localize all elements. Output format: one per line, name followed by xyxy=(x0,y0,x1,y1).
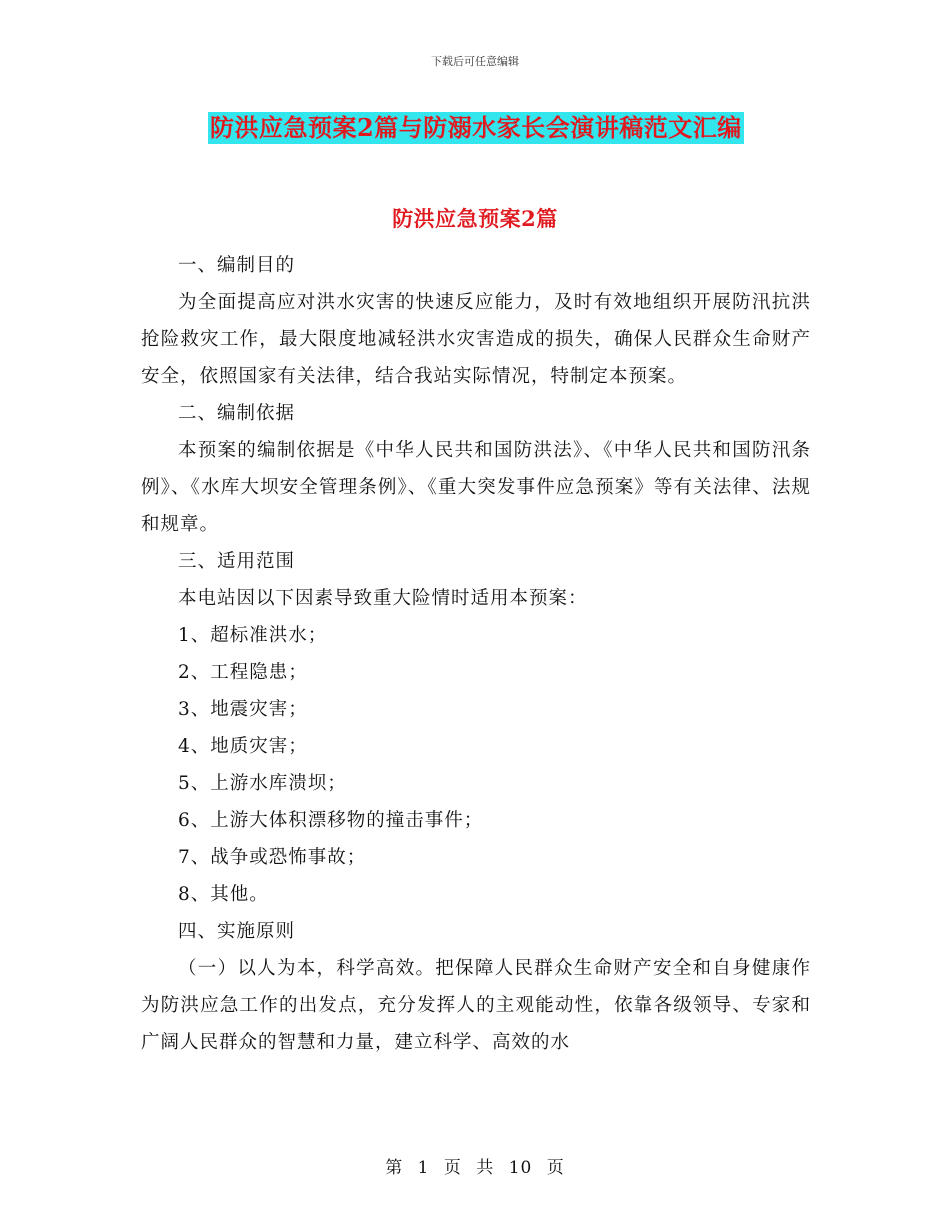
footer-page-number: 1 xyxy=(417,1158,430,1178)
footer-page-unit: 页 xyxy=(443,1158,462,1178)
heading-purpose: 一、编制目的 xyxy=(178,255,296,276)
list-item: 7、战争或恐怖事故； xyxy=(178,847,367,868)
document-body xyxy=(141,247,811,1061)
list-item: 6、上游大体积漂移物的撞击事件； xyxy=(178,810,484,831)
heading-basis: 二、编制依据 xyxy=(178,403,296,424)
list-item: 1、超标准洪水； xyxy=(178,625,328,646)
list-item: 5、上游水库溃坝； xyxy=(178,773,347,794)
header-note: 下载后可任意编辑 xyxy=(431,55,519,68)
paragraph-principle-1: （一）以人为本，科学高效。把保障人民群众生命财产安全和自身健康作为防洪应急工作的出发点，充分发挥人的主观能动性，依靠各级领导、专家和广阔人民群众的智慧和力量，建立科学、高效的水 xyxy=(141,958,811,1053)
list-item: 4、地质灾害； xyxy=(178,736,308,757)
paragraph-basis: 本预案的编制依据是《中华人民共和国防洪法》、《中华人民共和国防汛条例》、《水库大坝安全管理条例》、《重大突发事件应急预案》等有关法律、法规和规章。 xyxy=(141,440,811,535)
list-item: 2、工程隐患； xyxy=(178,662,308,683)
footer-total-pages: 10 xyxy=(508,1158,533,1178)
footer-total-unit: 页 xyxy=(546,1158,565,1178)
section-title: 防洪应急预案2篇 xyxy=(392,206,558,231)
footer-total-word: 共 xyxy=(476,1158,495,1178)
footer-page-word: 第 xyxy=(385,1158,404,1178)
list-item: 3、地震灾害； xyxy=(178,699,308,720)
page-footer xyxy=(0,1153,950,1178)
document-title: 防洪应急预案2篇与防溺水家长会演讲稿范文汇编 xyxy=(210,113,742,142)
heading-scope: 三、适用范围 xyxy=(178,551,296,572)
heading-principles: 四、实施原则 xyxy=(178,921,296,942)
list-item: 8、其他。 xyxy=(178,884,269,905)
paragraph-scope: 本电站因以下因素导致重大险情时适用本预案： xyxy=(178,588,588,609)
paragraph-purpose: 为全面提高应对洪水灾害的快速反应能力，及时有效地组织开展防汛抗洪抢险救灾工作，最大限度地减轻洪水灾害造成的损失，确保人民群众生命财产安全，依照国家有关法律，结合我站实际情况，特制定本预案。 xyxy=(141,292,811,387)
